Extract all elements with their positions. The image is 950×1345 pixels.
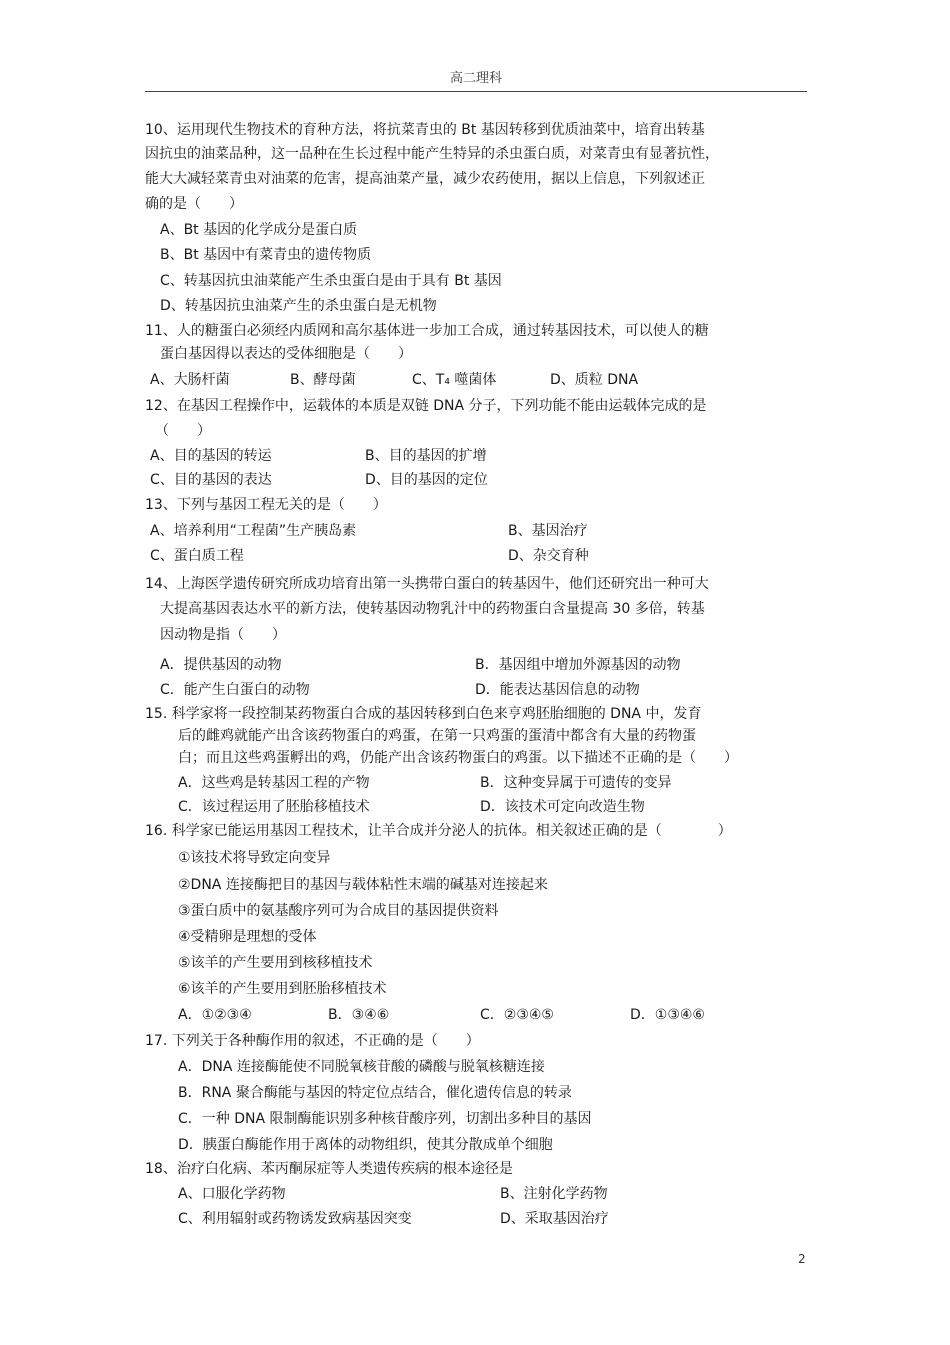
question-18-option-b: B、注射化学药物 <box>500 1186 608 1202</box>
question-15-stem-line-3: 白；而且这些鸡蛋孵出的鸡，仍能产出含该药物蛋白的鸡蛋。以下描述不正确的是（ ） <box>178 750 738 766</box>
question-17-option-c: C．一种 DNA 限制酶能识别多种核苷酸序列，切割出多种目的基因 <box>178 1111 592 1127</box>
question-15-option-a: A．这些鸡是转基因工程的产物 <box>178 775 370 791</box>
question-10-option-d: D、转基因抗虫油菜产生的杀虫蛋白是无机物 <box>160 298 437 314</box>
question-18-option-a: A、口服化学药物 <box>178 1186 286 1202</box>
question-18-option-c: C、利用辐射或药物诱发致病基因突变 <box>178 1211 412 1227</box>
question-18-option-d: D、采取基因治疗 <box>500 1211 609 1227</box>
question-14-stem-line-3: 因动物是指（ ） <box>160 627 286 643</box>
question-12-option-b: B、目的基因的扩增 <box>365 448 487 464</box>
question-11-stem-line-1: 11、人的糖蛋白必须经内质网和高尔基体进一步加工合成，通过转基因技术，可以使人的糖 <box>145 323 709 339</box>
question-13-option-b: B、基因治疗 <box>508 523 588 539</box>
question-15-option-b: B．这种变异属于可遗传的变异 <box>480 775 672 791</box>
question-16-item-3: ③蛋白质中的氨基酸序列可为合成目的基因提供资料 <box>178 903 499 919</box>
question-17-option-a: A．DNA 连接酶能使不同脱氧核苷酸的磷酸与脱氧核糖连接 <box>178 1059 545 1075</box>
question-12-option-a: A、目的基因的转运 <box>150 448 272 464</box>
question-14-stem-line-2: 大提高基因表达水平的新方法，使转基因动物乳汁中的药物蛋白含量提高 30 多倍，转基 <box>160 601 705 617</box>
question-15-stem-line-2: 后的雌鸡就能产出含该药物蛋白的鸡蛋，在第一只鸡蛋的蛋清中都含有大量的药物蛋 <box>178 728 696 744</box>
question-18-stem: 18、治疗白化病、苯丙酮尿症等人类遗传疾病的根本途径是 <box>145 1161 513 1177</box>
question-16-option-a: A．①②③④ <box>178 1007 252 1023</box>
question-16-option-b: B．③④⑥ <box>328 1007 390 1023</box>
question-14-option-b: B．基因组中增加外源基因的动物 <box>475 657 681 673</box>
question-16-item-6: ⑥该羊的产生要用到胚胎移植技术 <box>178 981 387 997</box>
question-10-stem-line-4: 确的是（ ） <box>145 196 243 212</box>
question-10-option-c: C、转基因抗虫油菜能产生杀虫蛋白是由于具有 Bt 基因 <box>160 273 502 289</box>
header-rule <box>145 91 807 92</box>
question-16-stem: 16. 科学家已能运用基因工程技术，让羊合成并分泌人的抗体。相关叙述正确的是（ ） <box>145 823 732 839</box>
question-10-stem-line-1: 10、运用现代生物技术的育种方法，将抗菜青虫的 Bt 基因转移到优质油菜中，培育出转基 <box>145 122 705 138</box>
question-16-option-c: C．②③④⑤ <box>480 1007 554 1023</box>
question-16-item-2: ②DNA 连接酶把目的基因与载体粘性末端的碱基对连接起来 <box>178 877 548 893</box>
question-17-stem: 17. 下列关于各种酶作用的叙述，不正确的是（ ） <box>145 1033 480 1049</box>
question-16-option-d: D．①③④⑥ <box>630 1007 705 1023</box>
question-13-stem: 13、下列与基因工程无关的是（ ） <box>145 497 387 513</box>
question-17-option-d: D．胰蛋白酶能作用于离体的动物组织，使其分散成单个细胞 <box>178 1137 553 1153</box>
question-11-option-d: D、质粒 DNA <box>550 372 639 388</box>
question-10-option-b: B、Bt 基因中有菜青虫的遗传物质 <box>160 247 372 263</box>
question-15-option-c: C．该过程运用了胚胎移植技术 <box>178 799 370 815</box>
question-14-option-d: D．能表达基因信息的动物 <box>475 682 640 698</box>
question-12-stem-line-2: （ ） <box>155 423 211 439</box>
question-10-option-a: A、Bt 基因的化学成分是蛋白质 <box>160 222 358 238</box>
question-10-stem-line-2: 因抗虫的油菜品种，这一品种在生长过程中能产生特异的杀虫蛋白质，对菜青虫有显著抗性， <box>145 146 719 162</box>
question-11-option-b: B、酵母菌 <box>290 372 356 388</box>
page-header-title: 高二理科 <box>449 71 502 86</box>
question-10-stem-line-3: 能大大减轻菜青虫对油菜的危害，提高油菜产量，减少农药使用，据以上信息，下列叙述正 <box>145 171 705 187</box>
question-14-option-a: A．提供基因的动物 <box>160 657 282 673</box>
question-16-item-5: ⑤该羊的产生要用到核移植技术 <box>178 955 373 971</box>
question-11-option-c: C、T₄ 噬菌体 <box>412 372 497 388</box>
question-15-option-d: D．该技术可定向改造生物 <box>480 799 645 815</box>
question-14-stem-line-1: 14、上海医学遗传研究所成功培育出第一头携带白蛋白的转基因牛，他们还研究出一种可大 <box>145 576 709 592</box>
question-16-item-4: ④受精卵是理想的受体 <box>178 929 317 945</box>
page-number: 2 <box>798 1252 806 1266</box>
question-11-stem-line-2: 蛋白基因得以表达的受体细胞是（ ） <box>160 346 412 362</box>
question-12-option-c: C、目的基因的表达 <box>150 472 272 488</box>
question-11-option-a: A、大肠杆菌 <box>150 372 230 388</box>
question-15-stem-line-1: 15. 科学家将一段控制某药物蛋白合成的基因转移到白色来亨鸡胚胎细胞的 DNA 中，发育 <box>145 706 702 722</box>
question-17-option-b: B．RNA 聚合酶能与基因的特定位点结合，催化遗传信息的转录 <box>178 1085 572 1101</box>
question-12-option-d: D、目的基因的定位 <box>365 472 488 488</box>
question-12-stem-line-1: 12、在基因工程操作中，运载体的本质是双链 DNA 分子，下列功能不能由运载体完成的是 <box>145 398 707 414</box>
question-16-item-1: ①该技术将导致定向变异 <box>178 850 331 866</box>
question-13-option-a: A、培养利用“工程菌”生产胰岛素 <box>150 523 357 539</box>
question-13-option-c: C、蛋白质工程 <box>150 548 244 564</box>
question-13-option-d: D、杂交育种 <box>508 548 589 564</box>
question-14-option-c: C．能产生白蛋白的动物 <box>160 682 310 698</box>
